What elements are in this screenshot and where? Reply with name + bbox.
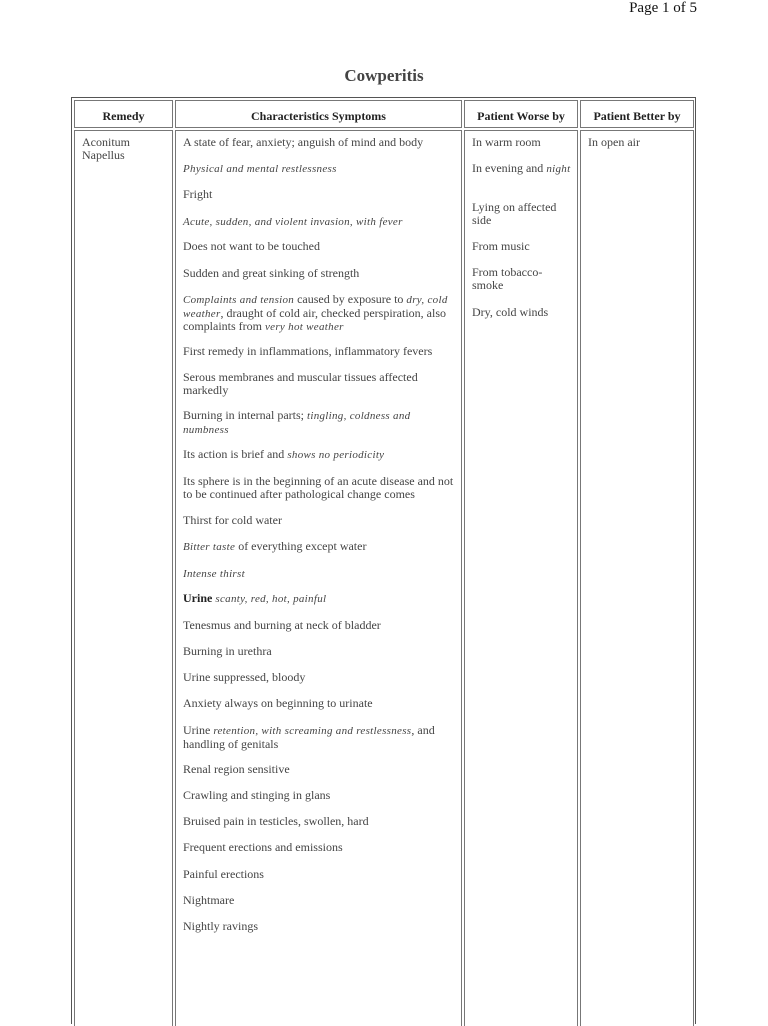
symptom-text: A state of fear, anxiety; anguish of mind and body	[183, 135, 424, 149]
worse-item	[472, 306, 572, 319]
symptom-text: Physical and mental restlessness	[183, 163, 337, 175]
worse-cell	[464, 130, 578, 1026]
symptom-text: Its sphere is in the beginning of an acute disease and not to be continued after pathological change comes	[183, 474, 454, 501]
header-worse	[464, 100, 578, 128]
symptom-item	[183, 371, 457, 396]
symptom-item	[183, 345, 457, 358]
symptom-text: of everything except water	[235, 539, 367, 553]
symptom-item	[183, 162, 457, 176]
symptom-item	[183, 592, 457, 606]
header-remedy-label: Remedy	[102, 109, 145, 123]
remedy-cell	[74, 130, 173, 1026]
symptom-text: Renal region sensitive	[183, 762, 290, 776]
symptom-text: Complaints and tension	[183, 294, 295, 306]
worse-text: Dry, cold winds	[472, 305, 549, 319]
header-symptoms	[175, 100, 462, 128]
symptom-text: Painful erections	[183, 867, 264, 881]
symptom-item	[183, 763, 457, 776]
symptom-text: shows no periodicity	[287, 449, 385, 461]
symptom-text: dry, cold weather	[183, 294, 448, 320]
worse-text: From tobacco-smoke	[472, 265, 543, 292]
symptom-text: Burning in urethra	[183, 644, 272, 658]
symptom-text: Intense thirst	[183, 568, 245, 580]
better-text: In open air	[588, 135, 640, 149]
symptom-text: First remedy in inflammations, inflammatory fevers	[183, 344, 433, 358]
symptom-item	[183, 789, 457, 802]
symptom-item	[183, 671, 457, 684]
symptom-item	[183, 293, 457, 334]
header-worse-label: Patient Worse by	[477, 109, 565, 123]
remedy-table	[71, 97, 696, 1024]
worse-text: In evening and	[472, 161, 547, 175]
symptom-item	[183, 267, 457, 280]
symptom-text: very hot weather	[264, 321, 344, 333]
header-remedy	[74, 100, 173, 128]
symptom-text: Burning in internal parts;	[183, 408, 307, 422]
symptom-text: Fright	[183, 187, 213, 201]
worse-item	[472, 266, 572, 291]
better-item	[588, 136, 688, 149]
symptom-item	[183, 475, 457, 500]
symptom-item	[183, 815, 457, 828]
symptom-item	[183, 619, 457, 632]
symptom-item	[183, 240, 457, 253]
worse-item	[472, 162, 572, 176]
symptom-text: Frequent erections and emissions	[183, 840, 343, 854]
symptom-item	[183, 724, 457, 750]
symptom-text: Thirst for cold water	[183, 513, 282, 527]
worse-item	[472, 136, 572, 149]
symptom-text: scanty, red, hot, painful	[212, 593, 327, 605]
symptom-text: Sudden and great sinking of strength	[183, 266, 360, 280]
symptom-text: Urine	[183, 591, 213, 605]
symptom-item	[183, 894, 457, 907]
symptom-item	[183, 188, 457, 201]
worse-item	[472, 240, 572, 253]
symptom-item	[183, 567, 457, 581]
symptom-item	[183, 215, 457, 229]
symptom-item	[183, 448, 457, 462]
worse-text: night	[546, 163, 571, 175]
symptom-text: Nightmare	[183, 893, 235, 907]
remedy-name: Aconitum Napellus	[82, 135, 130, 162]
symptom-item	[183, 868, 457, 881]
symptom-item	[183, 514, 457, 527]
worse-item	[472, 201, 572, 226]
symptom-item	[183, 841, 457, 854]
symptom-item	[183, 920, 457, 933]
symptom-text: Urine	[183, 723, 214, 737]
symptom-item	[183, 136, 457, 149]
page-title: Cowperitis	[344, 66, 424, 85]
header-better	[580, 100, 694, 128]
page-number: Page 1 of 5	[629, 0, 697, 16]
symptom-text: Nightly ravings	[183, 919, 258, 933]
better-cell	[580, 130, 694, 1026]
symptom-text: Acute, sudden, and violent invasion, with fever	[183, 216, 403, 228]
symptom-text: caused by exposure to	[294, 292, 407, 306]
symptom-text: Does not want to be touched	[183, 239, 320, 253]
symptom-item	[183, 697, 457, 710]
symptom-text: , draught of cold air, checked perspiration, also complaints from	[183, 305, 446, 333]
symptom-text: tingling, coldness and numbness	[183, 410, 411, 436]
symptom-text: Crawling and stinging in glans	[183, 788, 331, 802]
symptoms-cell	[175, 130, 462, 1026]
symptom-text: Its action is brief and	[183, 447, 288, 461]
worse-text: Lying on affected side	[472, 200, 557, 227]
symptom-text: retention, with screaming and restlessness	[213, 725, 412, 737]
header-better-label: Patient Better by	[593, 109, 681, 123]
symptom-text: Anxiety always on beginning to urinate	[183, 696, 373, 710]
worse-text: In warm room	[472, 135, 541, 149]
symptom-text: Bruised pain in testicles, swollen, hard	[183, 814, 369, 828]
symptom-text: , and handling of genitals	[183, 723, 435, 751]
symptom-item	[183, 540, 457, 554]
symptom-item	[183, 645, 457, 658]
worse-text: From music	[472, 239, 530, 253]
symptom-text: Urine suppressed, bloody	[183, 670, 306, 684]
symptom-text: Tenesmus and burning at neck of bladder	[183, 618, 381, 632]
header-symptoms-label: Characteristics Symptoms	[251, 109, 386, 123]
symptom-text: Bitter taste	[183, 541, 236, 553]
symptom-item	[183, 409, 457, 436]
symptom-text: Serous membranes and muscular tissues affected markedly	[183, 370, 418, 397]
